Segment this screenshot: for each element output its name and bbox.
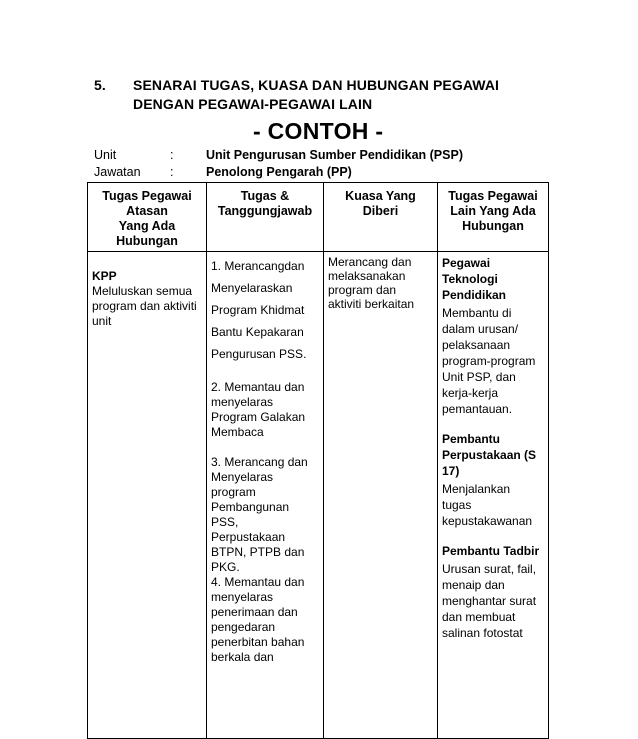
duty-item-4: 4. Memantau dan menyelaras penerimaan dan pengedaran penerbitan bahan berkala dan	[211, 575, 305, 664]
header-text: Tugas & Tanggungjawab	[217, 189, 313, 218]
section-title-line1: SENARAI TUGAS, KUASA DAN HUBUNGAN PEGAWAI	[133, 77, 500, 93]
jawatan-value: Penolong Pengarah (PP)	[206, 165, 352, 179]
duties-table	[87, 182, 549, 739]
header-tugas-tanggungjawab	[207, 183, 324, 252]
jawatan-colon: :	[170, 165, 174, 179]
group-text: Membantu di dalam urusan/ pelaksanaan program-program Unit PSP, dan kerja-kerja pemantauan.	[442, 306, 536, 416]
section-number: 5.	[94, 77, 106, 93]
unit-label: Unit	[94, 148, 117, 162]
cell-kuasa-diberi	[324, 252, 438, 739]
group-pembantu-tadbir	[442, 543, 544, 641]
header-text: Kuasa Yang Diberi	[345, 189, 416, 218]
header-tugas-pegawai-lain	[438, 183, 549, 252]
unit-colon: :	[170, 148, 174, 162]
kuasa-text: Merancang dan melaksanakan program dan aktiviti berkaitan	[328, 255, 415, 311]
header-tugas-pegawai-atasan	[88, 183, 207, 252]
group-pembantu-perpustakaan	[442, 431, 544, 529]
cell-pegawai-atasan	[88, 252, 207, 739]
unit-value: Unit Pengurusan Sumber Pendidikan (PSP)	[206, 148, 463, 162]
group-title: Pembantu Perpustakaan (S 17)	[442, 432, 537, 478]
header-kuasa-diberi	[324, 183, 438, 252]
kpp-title: KPP	[92, 269, 117, 283]
group-title: Pembantu Tadbir	[442, 544, 540, 558]
jawatan-label: Jawatan	[94, 165, 141, 179]
cell-tugas-tanggungjawab	[207, 252, 324, 739]
kpp-text: Meluluskan semua program dan aktiviti unit	[92, 284, 197, 328]
group-text: Menjalankan tugas kepustakawanan	[442, 482, 533, 528]
header-text: Tugas Pegawai Atasan Yang Ada Hubungan	[102, 189, 192, 248]
section-title-line2: DENGAN PEGAWAI-PEGAWAI LAIN	[133, 96, 373, 112]
duty-item-3: 3. Merancang dan Menyelaras program Pembangunan PSS, Perpustakaan BTPN, PTPB dan PKG.	[211, 455, 308, 574]
header-text: Tugas Pegawai Lain Yang Ada Hubungan	[448, 189, 538, 233]
duty-item-1: 1. Merancangdan Menyelaraskan Program Khidmat Bantu Kepakaran Pengurusan PSS.	[211, 259, 307, 361]
group-pegawai-teknologi	[442, 255, 544, 417]
section-title	[133, 76, 499, 114]
duty-item-2: 2. Memantau dan menyelaras Program Galakan Membaca	[211, 380, 306, 439]
cell-pegawai-lain	[438, 252, 549, 739]
contoh-label: - CONTOH -	[253, 118, 384, 144]
group-title: Pegawai Teknologi Pendidikan	[442, 256, 507, 302]
group-text: Urusan surat, fail, menaip dan menghantar surat dan membuat salinan fotostat	[442, 562, 537, 640]
table-header-row	[88, 183, 549, 252]
table-row	[88, 252, 549, 739]
